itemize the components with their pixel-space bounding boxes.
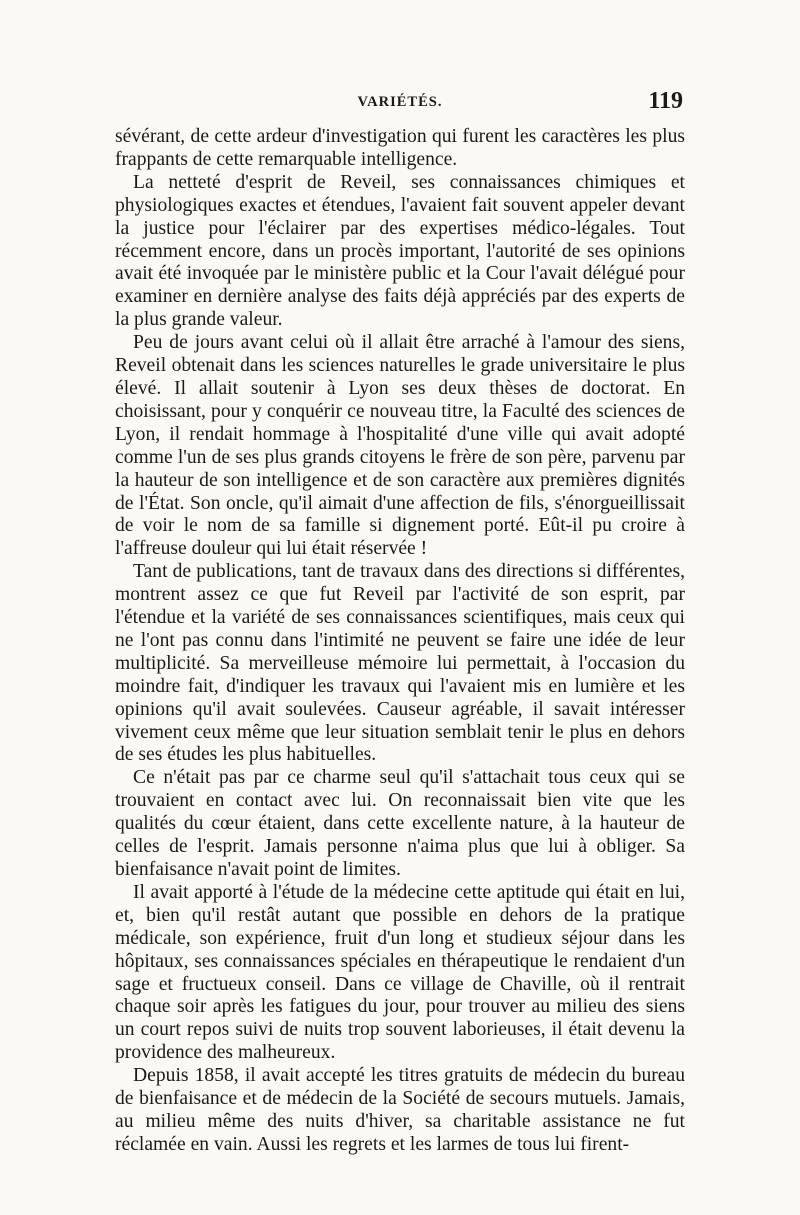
paragraph: Tant de publications, tant de travaux dans des directions si différentes, montrent assez ce que fut Reveil par l'activité de son esprit, par l'étendue et la variété de ses connaissances scientifiques, mais ceux qui ne l'ont pas connu dans l'intimité ne peuvent se faire une idée de leur multiplicité. Sa merveilleuse mémoire lui permettait, à l'occasion du moindre fait, d'indiquer les travaux qui l'avaient mis en lumière et les opinions qu'il avait soulevées. Causeur agréable, il savait intéresser vivement ceux même que leur situation semblait tenir le plus en dehors de ses études les plus habituelles. bbox=[115, 561, 685, 766]
paragraph-continuation: sévérant, de cette ardeur d'investigation qui furent les caractères les plus frappants de cette remarquable intelligence. bbox=[115, 126, 685, 170]
paragraph: La netteté d'esprit de Reveil, ses connaissances chimiques et physiologiques exactes et étendues, l'avaient fait souvent appeler devant la justice pour l'éclairer par des expertises médico-légales. Tout récemment encore, dans un procès important, l'autorité de ses opinions avait été invoquée par le ministère public et la Cour l'avait délégué pour examiner en dernière analyse des faits déjà appréciés par des experts de la plus grande valeur. bbox=[115, 171, 685, 331]
paragraph: Ce n'était pas par ce charme seul qu'il s'attachait tous ceux qui se trouvaient en contact avec lui. On reconnaissait bien vite que les qualités du cœur étaient, dans cette excellente nature, à la hauteur de celles de l'esprit. Jamais personne n'aima plus que lui à obliger. Sa bienfaisance n'avait point de limites. bbox=[115, 767, 685, 880]
page-header bbox=[115, 88, 685, 126]
book-page bbox=[115, 88, 685, 1157]
paragraph: Depuis 1858, il avait accepté les titres gratuits de médecin du bureau de bienfaisance et de médecin de la Société de secours mutuels. Jamais, au milieu même des nuits d'hiver, sa charitable assistance ne fut réclamée en vain. Aussi les regrets et les larmes de tous lui firent- bbox=[115, 1065, 685, 1155]
running-head: VARIÉTÉS. bbox=[357, 94, 443, 110]
page-number: 119 bbox=[648, 88, 683, 114]
paragraph: Peu de jours avant celui où il allait être arraché à l'amour des siens, Reveil obtenait dans les sciences naturelles le grade universitaire le plus élevé. Il allait soutenir à Lyon ses deux thèses de doctorat. En choisissant, pour y conquérir ce nouveau titre, la Faculté des sciences de Lyon, il rendait hommage à l'hospitalité d'une ville qui avait adopté comme l'un de ses plus grands citoyens le frère de son père, parvenu par la hauteur de son intelligence et de son caractère aux premières dignités de l'État. Son oncle, qu'il aimait d'une affection de fils, s'énorgueillissait de voir le nom de sa famille si dignement porté. Eût-il pu croire à l'affreuse douleur qui lui était réservée ! bbox=[115, 332, 685, 560]
paragraph: Il avait apporté à l'étude de la médecine cette aptitude qui était en lui, et, bien qu'il restât autant que possible en dehors de la pratique médicale, son expérience, fruit d'un long et studieux séjour dans les hôpitaux, ses connaissances spéciales en thérapeutique le rendaient d'un sage et fructueux conseil. Dans ce village de Chaville, où il rentrait chaque soir après les fatigues du jour, pour trouver au milieu des siens un court repos suivi de nuits trop souvent laborieuses, il était devenu la providence des malheureux. bbox=[115, 881, 685, 1064]
body-text bbox=[115, 126, 685, 1157]
